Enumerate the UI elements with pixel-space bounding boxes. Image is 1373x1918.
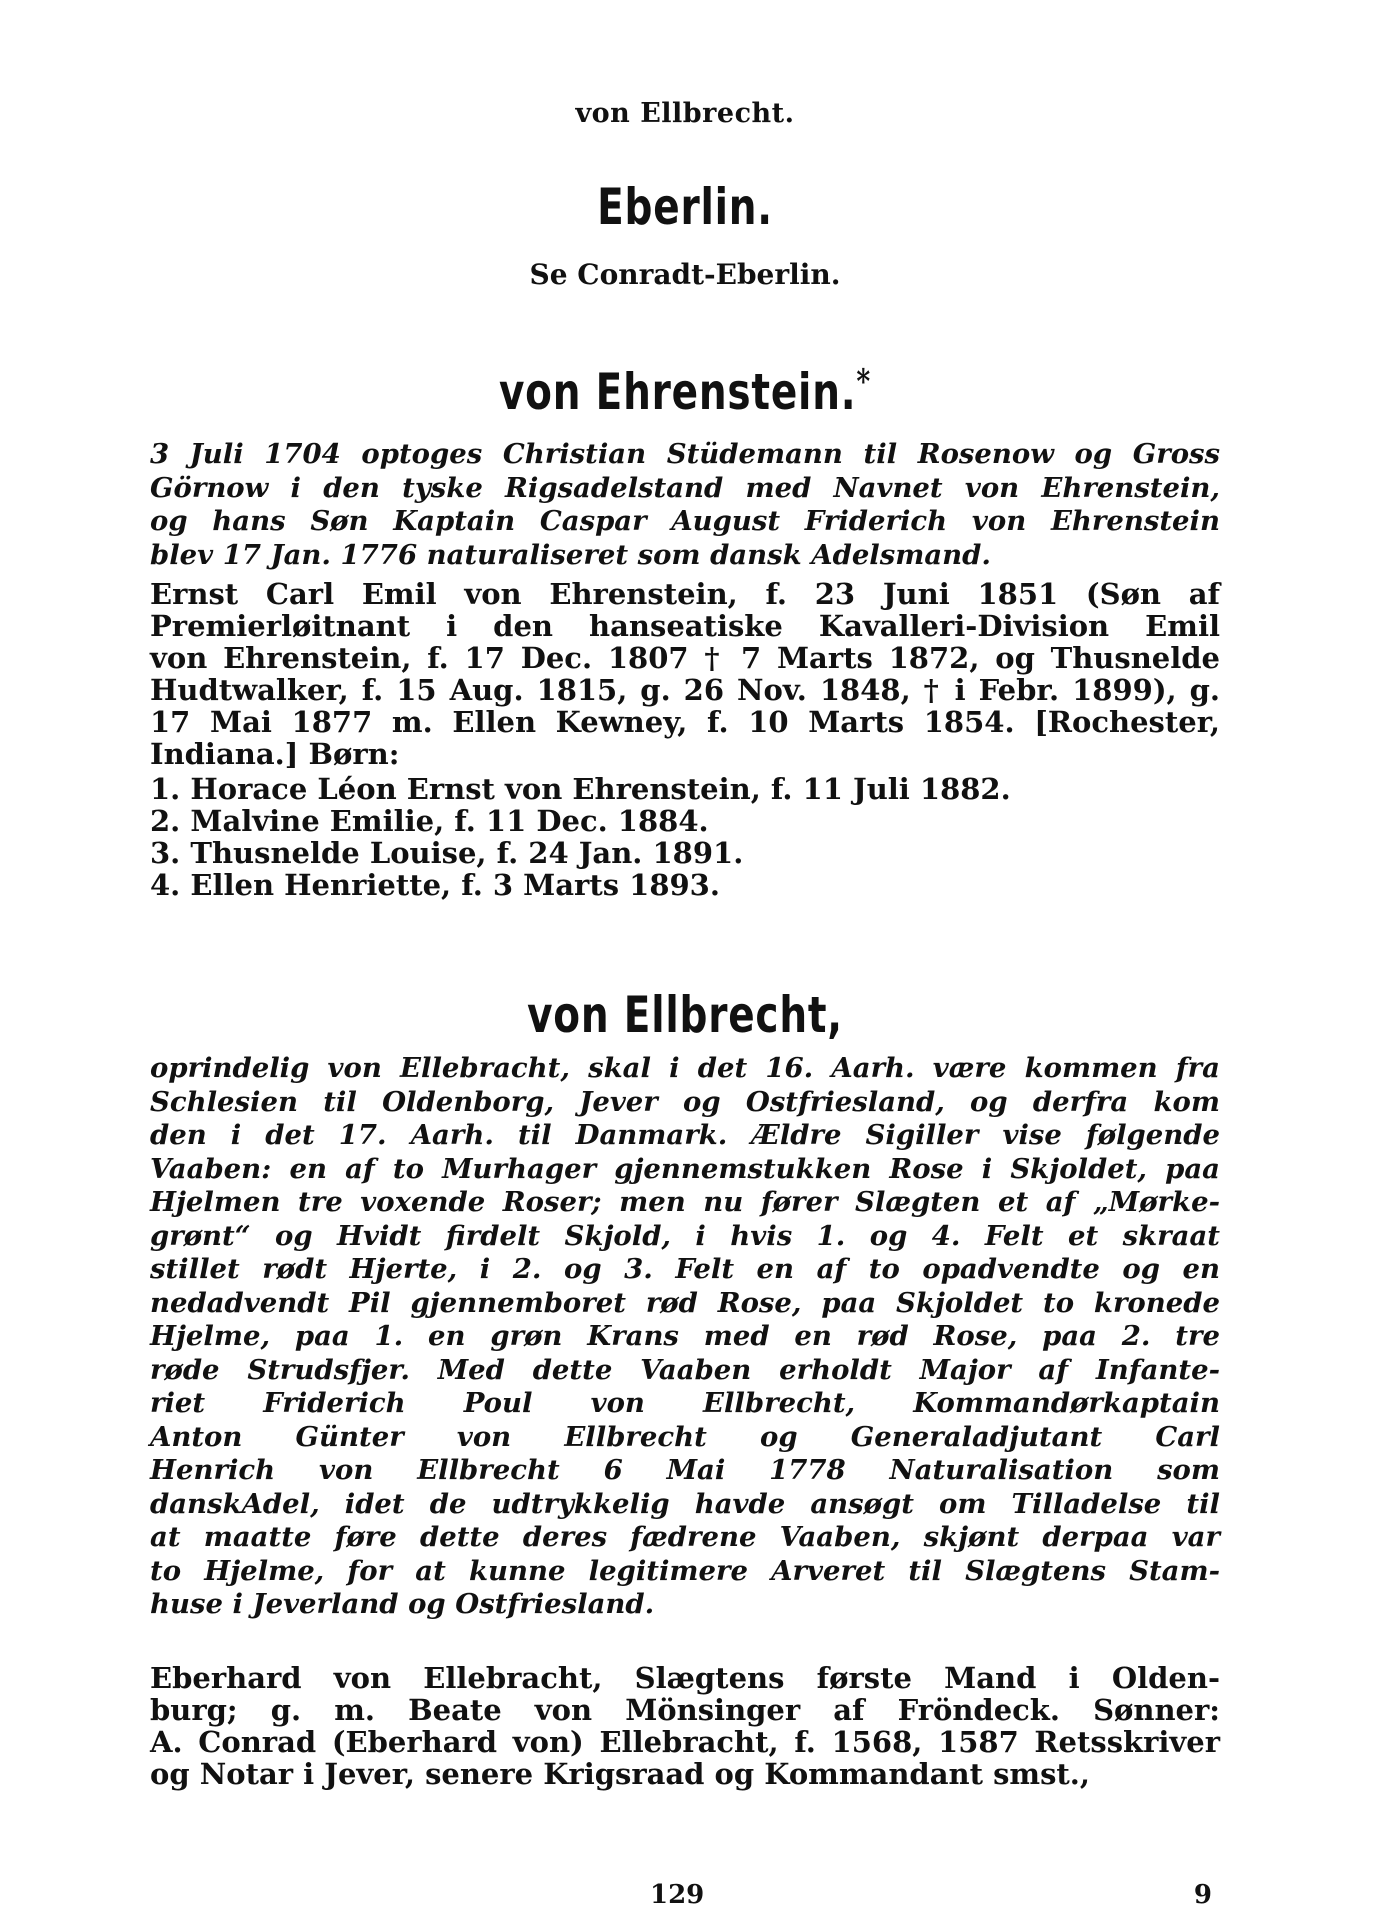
signature-mark: 9 (1193, 1880, 1212, 1910)
text-line: riet Friderich Poul von Ellbrecht, Kommandørkaptain (150, 1387, 1220, 1419)
text-line: Schlesien til Oldenborg, Jever og Ostfriesland, og derfra kom (150, 1085, 1220, 1118)
child-item: 2. Malvine Emilie, f. 11 Dec. 1884. (150, 804, 709, 838)
child-item: 1. Horace Léon Ernst von Ehrenstein, f. 11 Juli 1882. (150, 772, 1011, 806)
heading-ellbrecht (268, 986, 1103, 1044)
text-line: Anton Günter von Ellbrecht og Generaladjutant Carl (150, 1420, 1220, 1453)
text-line: Hjelmen tre voxende Roser; men nu fører Slægten et af „Mørke- (150, 1186, 1220, 1218)
book-page (150, 0, 1220, 1918)
text-line: at maatte føre dette deres fædrene Vaaben, skjønt derpaa var (150, 1521, 1220, 1553)
text-line: 17 Mai 1877 m. Ellen Kewney, f. 10 Marts 1854. [Rochester, (150, 705, 1220, 739)
text-line: grønt“ og Hvidt firdelt Skjold, i hvis 1. og 4. Felt et skraat (150, 1219, 1220, 1252)
text-line: huse i Jeverland og Ostfriesland. (150, 1588, 655, 1620)
ehrenstein-body (150, 578, 1220, 770)
text-line: Hudtwalker, f. 15 Aug. 1815, g. 26 Nov. 1848, † i Febr. 1899), g. (150, 673, 1220, 707)
text-line: Indiana.] Børn: (150, 737, 400, 771)
ellbrecht-intro (150, 1052, 1220, 1622)
child-item: 4. Ellen Henriette, f. 3 Marts 1893. (150, 868, 720, 902)
heading-eberlin (268, 178, 1103, 236)
text-line: røde Strudsfjer. Med dette Vaaben erholdt Major af Infante- (150, 1353, 1220, 1386)
text-line: A. Conrad (Eberhard von) Ellebracht, f. 1568, 1587 Retsskriver (150, 1725, 1220, 1759)
ellbrecht-body (150, 1662, 1220, 1790)
text-line: Görnow i den tyske Rigsadelstand med Navnet von Ehrenstein, (150, 471, 1220, 504)
text-line: Vaaben: en af to Murhager gjennemstukken Rose i Skjoldet, paa (150, 1152, 1220, 1185)
text-line: og hans Søn Kaptain Caspar August Friderich von Ehrenstein (150, 505, 1220, 537)
text-line: oprindelig von Ellebracht, skal i det 16. Aarh. være kommen fra (150, 1052, 1220, 1084)
text-line: blev 17 Jan. 1776 naturaliseret som dansk Adelsmand. (150, 538, 991, 571)
heading-eberlin-text: Eberlin. (597, 178, 773, 236)
text-line: og Notar i Jever, senere Krigsraad og Kommandant smst., (150, 1757, 1090, 1791)
running-head: von Ellbrecht. (575, 98, 795, 129)
text-line: 3 Juli 1704 optoges Christian Stüdemann til Rosenow og Gross (150, 438, 1220, 470)
text-line: burg; g. m. Beate von Mönsinger af Fröndeck. Sønner: (150, 1693, 1220, 1727)
text-line: to Hjelme, for at kunne legitimere Arveret til Slægtens Stam- (150, 1554, 1220, 1587)
text-line: danskAdel, idet de udtrykkelig havde ansøgt om Tilladelse til (150, 1487, 1220, 1520)
heading-ehrenstein-text: von Ehrenstein. (498, 363, 857, 421)
heading-ellbrecht-text: von Ellbrecht, (527, 986, 843, 1044)
text-line: Premierløitnant i den hanseatiske Kavalleri-Division Emil (150, 609, 1220, 643)
heading-ehrenstein (268, 362, 1103, 421)
text-line: Henrich von Ellbrecht 6 Mai 1778 Naturalisation som (150, 1454, 1220, 1486)
text-line: Eberhard von Ellebracht, Slægtens første Mand i Olden- (150, 1661, 1220, 1695)
crossref-eberlin: Se Conradt-Eberlin. (529, 258, 841, 291)
page-number: 129 (650, 1880, 705, 1910)
footnote-mark: * (856, 362, 872, 402)
text-line: den i det 17. Aarh. til Danmark. Ældre Sigiller vise følgende (150, 1119, 1220, 1151)
text-line: Hjelme, paa 1. en grøn Krans med en rød Rose, paa 2. tre (150, 1320, 1220, 1352)
text-line: Ernst Carl Emil von Ehrenstein, f. 23 Juni 1851 (Søn af (150, 577, 1220, 611)
child-item: 3. Thusnelde Louise, f. 24 Jan. 1891. (150, 836, 744, 870)
text-line: nedadvendt Pil gjennemboret rød Rose, paa Skjoldet to kronede (150, 1286, 1220, 1319)
text-line: von Ehrenstein, f. 17 Dec. 1807 † 7 Marts 1872, og Thusnelde (150, 641, 1220, 675)
ehrenstein-intro (150, 438, 1220, 572)
text-line: stillet rødt Hjerte, i 2. og 3. Felt en af to opadvendte og en (150, 1253, 1220, 1285)
